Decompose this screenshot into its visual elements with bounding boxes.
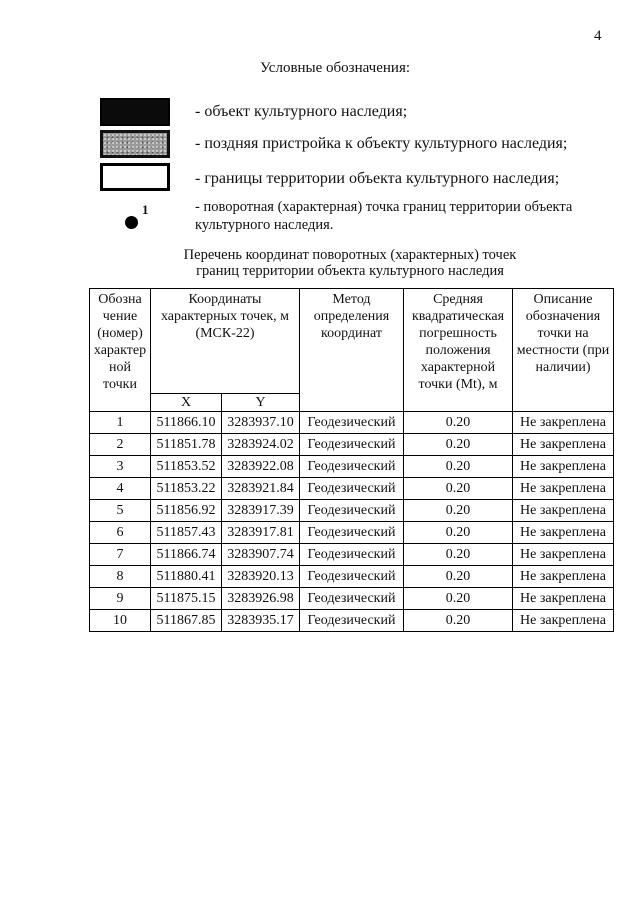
- cell-error: 0.20: [404, 412, 513, 434]
- cell-y: 3283937.10: [222, 412, 300, 434]
- cell-description: Не закреплена: [513, 478, 614, 500]
- cell-point-number: 7: [90, 544, 151, 566]
- legend-title: Условные обозначения:: [259, 60, 411, 76]
- cell-y: 3283922.08: [222, 456, 300, 478]
- header-designation: Обозна чение (номер) характер ной точки: [90, 289, 151, 412]
- cell-method: Геодезический: [300, 456, 404, 478]
- cell-description: Не закреплена: [513, 522, 614, 544]
- cell-y: 3283907.74: [222, 544, 300, 566]
- table-row: [90, 566, 614, 588]
- legend-text-object: - объект культурного наследия;: [195, 103, 408, 120]
- cell-point-number: 6: [90, 522, 151, 544]
- cell-error: 0.20: [404, 610, 513, 632]
- table-title: [100, 247, 600, 279]
- cell-error: 0.20: [404, 434, 513, 456]
- black-filled-rectangle-icon: [100, 98, 170, 126]
- cell-y: 3283917.81: [222, 522, 300, 544]
- header-y: Y: [222, 394, 300, 412]
- cell-point-number: 10: [90, 610, 151, 632]
- hatched-gray-rectangle-icon: [100, 130, 170, 158]
- table-row: [90, 544, 614, 566]
- table-row: [90, 588, 614, 610]
- cell-x: 511880.41: [151, 566, 222, 588]
- cell-description: Не закреплена: [513, 456, 614, 478]
- cell-y: 3283935.17: [222, 610, 300, 632]
- table-title-line1: Перечень координат поворотных (характерных) точек: [183, 247, 517, 263]
- cell-point-number: 9: [90, 588, 151, 610]
- cell-error: 0.20: [404, 588, 513, 610]
- cell-x: 511856.92: [151, 500, 222, 522]
- cell-description: Не закреплена: [513, 434, 614, 456]
- table-header-row: [90, 289, 614, 394]
- cell-description: Не закреплена: [513, 588, 614, 610]
- cell-x: 511853.22: [151, 478, 222, 500]
- cell-x: 511866.10: [151, 412, 222, 434]
- cell-method: Геодезический: [300, 434, 404, 456]
- header-coords: Координаты характерных точек, м (МСК-22): [151, 289, 300, 394]
- table-title-line2: границ территории объекта культурного наследия: [196, 263, 504, 279]
- cell-description: Не закреплена: [513, 500, 614, 522]
- cell-x: 511851.78: [151, 434, 222, 456]
- cell-description: Не закреплена: [513, 544, 614, 566]
- outlined-rectangle-icon: [100, 163, 170, 191]
- cell-point-number: 8: [90, 566, 151, 588]
- header-description: Описание обозначения точки на местности (при наличии): [513, 289, 614, 412]
- table-row: [90, 610, 614, 632]
- table-row: [90, 500, 614, 522]
- cell-point-number: 3: [90, 456, 151, 478]
- cell-description: Не закреплена: [513, 412, 614, 434]
- header-x: X: [151, 394, 222, 412]
- cell-point-number: 4: [90, 478, 151, 500]
- cell-error: 0.20: [404, 544, 513, 566]
- cell-y: 3283926.98: [222, 588, 300, 610]
- cell-method: Геодезический: [300, 566, 404, 588]
- cell-description: Не закреплена: [513, 566, 614, 588]
- legend-text-border: - границы территории объекта культурного наследия;: [195, 170, 560, 187]
- cell-x: 511857.43: [151, 522, 222, 544]
- table-row: [90, 412, 614, 434]
- table-row: [90, 478, 614, 500]
- table-row: [90, 522, 614, 544]
- cell-error: 0.20: [404, 456, 513, 478]
- cell-x: 511875.15: [151, 588, 222, 610]
- legend-text-point: - поворотная (характерная) точка границ территории объекта культурного наследия.: [195, 199, 573, 233]
- cell-y: 3283920.13: [222, 566, 300, 588]
- cell-point-number: 2: [90, 434, 151, 456]
- cell-point-number: 1: [90, 412, 151, 434]
- cell-y: 3283924.02: [222, 434, 300, 456]
- cell-method: Геодезический: [300, 588, 404, 610]
- cell-point-number: 5: [90, 500, 151, 522]
- cell-y: 3283921.84: [222, 478, 300, 500]
- header-error: Средняя квадратическая погрешность положения характерной точки (Mt), м: [404, 289, 513, 412]
- cell-method: Геодезический: [300, 544, 404, 566]
- cell-x: 511867.85: [151, 610, 222, 632]
- cell-method: Геодезический: [300, 500, 404, 522]
- cell-x: 511853.52: [151, 456, 222, 478]
- cell-error: 0.20: [404, 478, 513, 500]
- table-row: [90, 456, 614, 478]
- cell-method: Геодезический: [300, 412, 404, 434]
- cell-error: 0.20: [404, 522, 513, 544]
- cell-x: 511866.74: [151, 544, 222, 566]
- cell-error: 0.20: [404, 566, 513, 588]
- black-dot-icon: [125, 216, 138, 229]
- cell-method: Геодезический: [300, 522, 404, 544]
- cell-description: Не закреплена: [513, 610, 614, 632]
- table-body: [90, 412, 614, 632]
- cell-method: Геодезический: [300, 610, 404, 632]
- page-number: 4: [594, 28, 602, 44]
- table-row: [90, 434, 614, 456]
- legend-text-annex: - поздняя пристройка к объекту культурного наследия;: [195, 135, 568, 152]
- cell-y: 3283917.39: [222, 500, 300, 522]
- header-method: Метод определения координат: [300, 289, 404, 412]
- cell-method: Геодезический: [300, 478, 404, 500]
- coordinates-table: [89, 288, 614, 632]
- cell-error: 0.20: [404, 500, 513, 522]
- point-marker-label: 1: [142, 202, 149, 217]
